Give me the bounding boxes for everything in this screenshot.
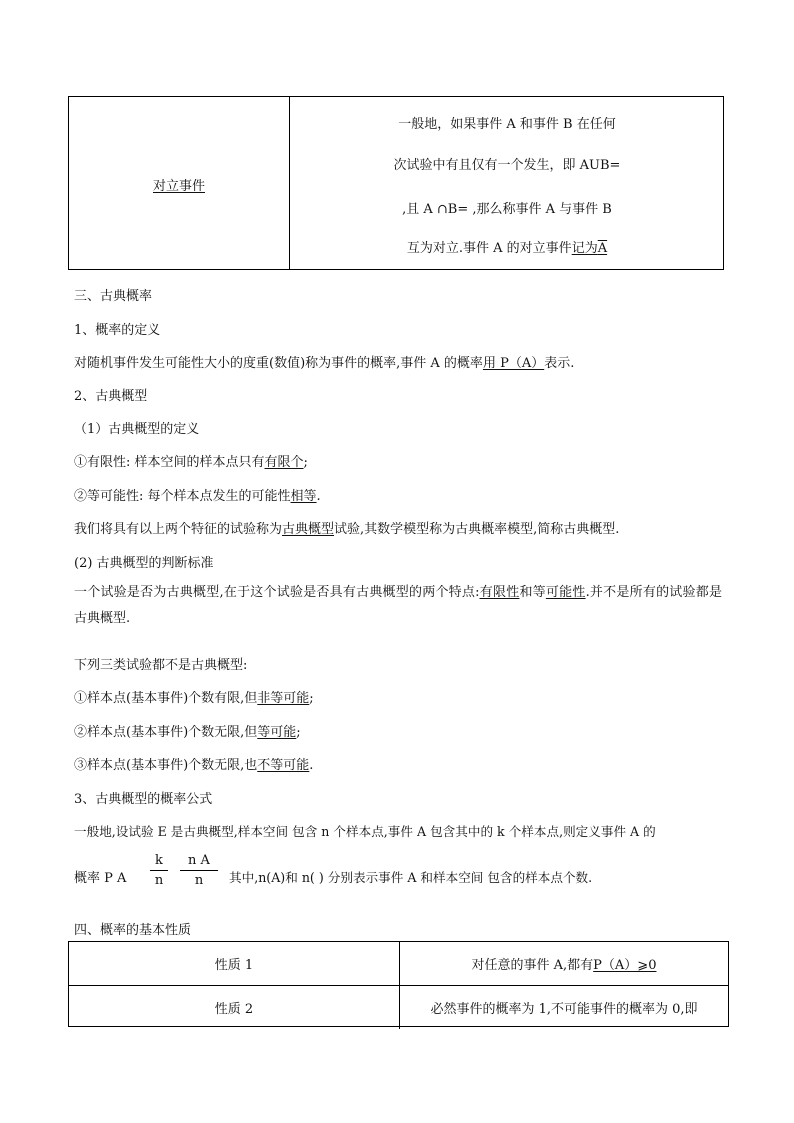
definition-line-3: ,且 A ∩B= ,那么称事件 A 与事件 B (402, 202, 612, 217)
fraction-nA-denominator: n (194, 873, 204, 888)
formula-tail-text: 其中,n(A)和 n( ) 分别表示事件 A 和样本空间 包含的样本点个数. (229, 870, 593, 885)
property-name: 性质 2 (69, 986, 400, 1029)
definition-line-4-text: 互为对立.事件 A 的对立事件 (406, 241, 572, 256)
non-classical-item-3: ③样本点(基本事件)个数无限,也不等可能. (74, 758, 314, 773)
fraction-nA-numerator: n A (188, 853, 210, 868)
fraction-nA-over-n (180, 853, 218, 888)
definition-line-1: 一般地，如果事件 A 和事件 B 在任何 (398, 117, 616, 132)
term-label: 对立事件 (152, 179, 205, 194)
table-row (69, 942, 728, 985)
classical-model-def-text: 我们将具有以上两个特征的试验称为古典概型试验,其数学模型称为古典概率模型,简称古典概型. (74, 522, 620, 537)
definition-line-4 (290, 237, 724, 256)
definition-table (68, 96, 724, 270)
complement-symbol: A (597, 241, 608, 256)
probability-definition-text: 对随机事件发生可能性大小的度重(数值)称为事件的概率,事件 A 的概率用 P（A）表示. (74, 356, 575, 371)
probability-formula-heading: 3、古典概型的概率公式 (74, 792, 213, 807)
definition-line-2: 次试验中有且仅有一个发生，即 AUB= (393, 158, 621, 173)
non-classical-item-1: ①样本点(基本事件)个数有限,但非等可能; (74, 691, 314, 706)
section4-heading: 四、概率的基本性质 (74, 923, 192, 938)
judgment-criteria-text: 一个试验是否为古典概型,在于这个试验是否具有古典概型的两个特点:有限性和等可能性.并不是所有的试验都是古典概型. (74, 585, 722, 626)
table-row (69, 985, 728, 1029)
property-value: 必然事件的概率为 1,不可能事件的概率为 0,即 (430, 1002, 698, 1017)
property-name: 性质 1 (69, 942, 400, 985)
classical-model-def-heading: （1）古典概型的定义 (74, 422, 200, 437)
fraction-k-numerator: k (155, 853, 163, 868)
equal-likelihood-item: ②等可能性: 每个样本点发生的可能性相等. (74, 489, 321, 504)
formula-intro-text: 一般地,设试验 E 是古典概型,样本空间 包含 n 个样本点,事件 A 包含其中的 k 个样本点,则定义事件 A 的 (74, 824, 656, 839)
property-value: 对任意的事件 A,都有 P（A）⩾0 (471, 958, 657, 973)
properties-table (68, 941, 729, 1027)
formula-label: 概率 P A (74, 871, 127, 886)
judgment-criteria-heading: (2) 古典概型的判断标准 (74, 556, 214, 571)
fraction-k-over-n (150, 853, 168, 888)
probability-definition-heading: 1、概率的定义 (74, 323, 161, 338)
term-cell (69, 97, 290, 269)
fraction-bar (150, 870, 168, 871)
non-classical-item-2: ②样本点(基本事件)个数无限,但等可能; (74, 725, 301, 740)
classical-model-heading: 2、古典概型 (74, 389, 148, 404)
fraction-k-denominator: n (154, 873, 164, 888)
non-classical-heading: 下列三类试验都不是古典概型: (74, 658, 248, 673)
fraction-bar (180, 870, 218, 871)
definition-line-4-underlined: 记为 (571, 241, 598, 256)
section3-heading: 三、古典概率 (74, 289, 153, 304)
finiteness-item: ①有限性: 样本空间的样本点只有有限个; (74, 455, 308, 470)
